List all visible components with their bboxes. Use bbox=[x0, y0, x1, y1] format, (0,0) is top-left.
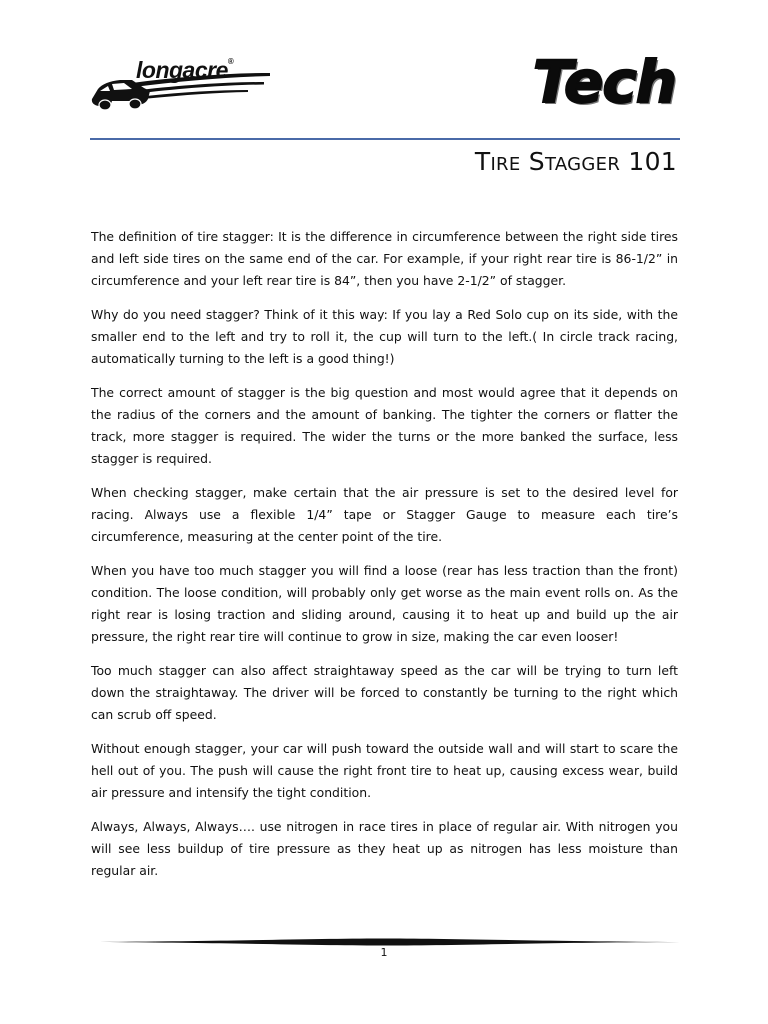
tech-heading: Tech bbox=[532, 48, 676, 116]
paragraph: Without enough stagger, your car will push toward the outside wall and will start to scare the hell out of you. The push will cause the right front tire to heat up, causing excess wear, build air pressure and intensify the tight condition. bbox=[91, 741, 678, 800]
paragraph: The definition of tire stagger: It is the difference in circumference between the right side tires and left side tires on the same end of the car. For example, if your right rear tire is 86-1/2” in circumference and your left rear tire is 84”, then you have 2-1/2” of stagger. bbox=[91, 229, 678, 288]
logo-wordmark: longacre® bbox=[136, 57, 234, 83]
paragraph: Too much stagger can also affect straightaway speed as the car will be trying to turn left down the straightaway. The driver will be forced to constantly be turning to the right which can scrub off speed. bbox=[91, 663, 678, 722]
header-divider bbox=[90, 138, 680, 140]
paragraph: When you have too much stagger you will find a loose (rear has less traction than the front) condition. The loose condition, will probably only get worse as the main event rolls on. As the right rear is losing traction and sliding around, causing it to heat up and build up the air pressure, the right rear tire will continue to grow in size, making the car even looser! bbox=[91, 563, 678, 644]
paragraph: When checking stagger, make certain that the air pressure is set to the desired level for racing. Always use a flexible 1/4” tape or Stagger Gauge to measure each tire’s circumference, measuring at the center point of the tire. bbox=[91, 485, 678, 544]
page-title: Tire Stagger 101 bbox=[474, 147, 677, 176]
paragraph: Always, Always, Always…. use nitrogen in race tires in place of regular air. With nitrogen you will see less buildup of tire pressure as they heat up as nitrogen has less moisture than regular air. bbox=[91, 819, 678, 878]
document-body bbox=[91, 226, 678, 894]
page-number: 1 bbox=[380, 946, 388, 959]
footer-divider bbox=[90, 938, 680, 946]
paragraph: The correct amount of stagger is the big question and most would agree that it depends on the radius of the corners and the amount of banking. The tighter the corners or flatter the track, more stagger is required. The wider the turns or the more banked the surface, less stagger is required. bbox=[91, 385, 678, 466]
paragraph: Why do you need stagger? Think of it this way: If you lay a Red Solo cup on its side, with the smaller end to the left and try to roll it, the cup will turn to the left.( In circle track racing, automatically turning to the left is a good thing!) bbox=[91, 307, 678, 366]
longacre-logo bbox=[88, 55, 278, 121]
